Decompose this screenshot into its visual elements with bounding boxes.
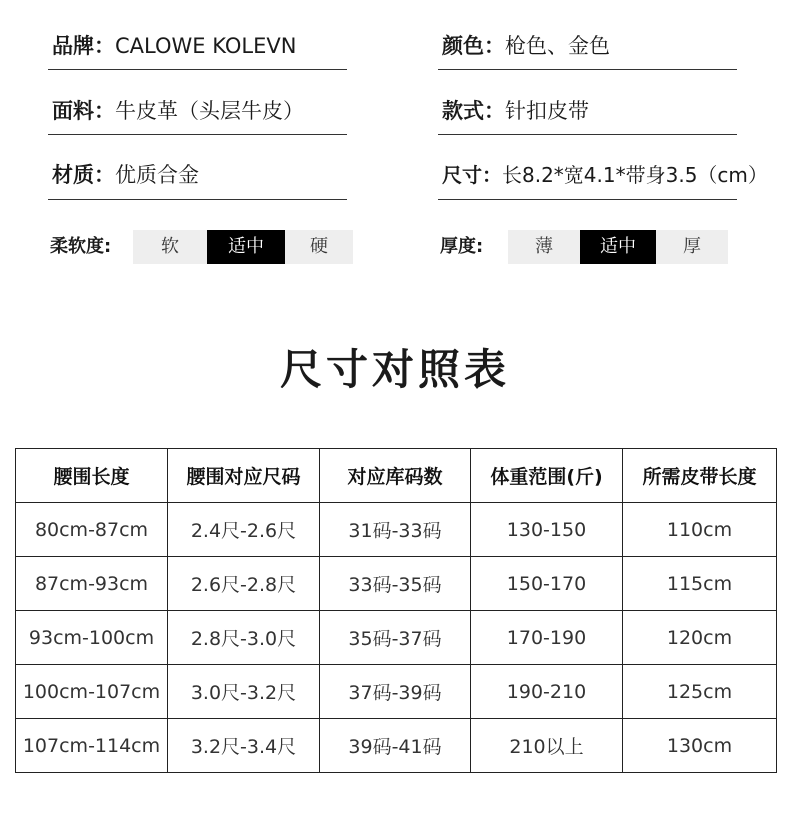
table-cell: 170-190 [471, 611, 623, 665]
table-cell: 33码-35码 [320, 557, 471, 611]
spec-material-face-key: 面料 [52, 99, 94, 123]
spec-colon: ： [94, 99, 115, 123]
spec-brand-value: CALOWE KOLEVN [115, 34, 297, 58]
softness-label: 柔软度: [50, 236, 112, 257]
spec-colon: ： [94, 34, 115, 58]
table-cell: 3.0尺-3.2尺 [168, 665, 320, 719]
spec-material-key: 材质 [52, 163, 94, 187]
table-row [16, 719, 777, 773]
table-cell: 100cm-107cm [16, 665, 168, 719]
table-cell: 210以上 [471, 719, 623, 773]
table-cell: 37码-39码 [320, 665, 471, 719]
table-header-row [16, 449, 777, 503]
thickness-scale [508, 230, 728, 264]
spec-brand-key: 品牌 [52, 34, 94, 58]
thickness-option-thick: 厚 [656, 230, 728, 264]
spec-style-value: 针扣皮带 [505, 99, 589, 123]
table-cell: 3.2尺-3.4尺 [168, 719, 320, 773]
spec-material-face [52, 96, 304, 126]
column-header: 腰围长度 [16, 449, 168, 503]
spec-material [52, 160, 199, 190]
table-cell: 2.8尺-3.0尺 [168, 611, 320, 665]
table-cell: 2.6尺-2.8尺 [168, 557, 320, 611]
spec-colon: ： [484, 34, 505, 58]
table-cell: 39码-41码 [320, 719, 471, 773]
softness-option-medium: 适中 [207, 230, 285, 264]
table-row [16, 665, 777, 719]
spec-material-face-value: 牛皮革（头层牛皮） [115, 99, 304, 123]
table-cell: 150-170 [471, 557, 623, 611]
column-header: 对应库码数 [320, 449, 471, 503]
softness-option-hard: 硬 [285, 230, 353, 264]
softness-option-soft: 软 [133, 230, 207, 264]
table-cell: 190-210 [471, 665, 623, 719]
spec-style [442, 96, 589, 126]
spec-color-key: 颜色 [442, 34, 484, 58]
spec-material-value: 优质合金 [115, 163, 199, 187]
softness-scale [133, 230, 353, 264]
spec-size-key: 尺寸 [442, 163, 482, 187]
spec-colon: ： [482, 163, 502, 187]
table-row [16, 503, 777, 557]
table-cell: 125cm [623, 665, 777, 719]
table-cell: 110cm [623, 503, 777, 557]
divider [438, 199, 737, 200]
table-cell: 2.4尺-2.6尺 [168, 503, 320, 557]
column-header: 体重范围(斤) [471, 449, 623, 503]
column-header: 腰围对应尺码 [168, 449, 320, 503]
table-cell: 35码-37码 [320, 611, 471, 665]
spec-brand [52, 31, 296, 61]
thickness-label: 厚度: [440, 236, 484, 257]
divider [48, 134, 347, 135]
table-cell: 120cm [623, 611, 777, 665]
table-cell: 80cm-87cm [16, 503, 168, 557]
divider [438, 134, 737, 135]
size-chart-table [15, 448, 777, 773]
table-cell: 130cm [623, 719, 777, 773]
spec-color [442, 31, 610, 61]
column-header: 所需皮带长度 [623, 449, 777, 503]
divider [438, 69, 737, 70]
table-cell: 87cm-93cm [16, 557, 168, 611]
table-cell: 107cm-114cm [16, 719, 168, 773]
spec-size-value: 长8.2*宽4.1*带身3.5（cm） [502, 163, 768, 187]
table-cell: 31码-33码 [320, 503, 471, 557]
spec-colon: ： [484, 99, 505, 123]
spec-color-value: 枪色、金色 [505, 34, 610, 58]
divider [48, 199, 347, 200]
table-cell: 130-150 [471, 503, 623, 557]
size-chart-title: 尺寸对照表 [279, 345, 510, 394]
table-cell: 93cm-100cm [16, 611, 168, 665]
divider [48, 69, 347, 70]
thickness-option-medium: 适中 [580, 230, 656, 264]
spec-colon: ： [94, 163, 115, 187]
spec-style-key: 款式 [442, 99, 484, 123]
table-row [16, 611, 777, 665]
table-cell: 115cm [623, 557, 777, 611]
thickness-option-thin: 薄 [508, 230, 580, 264]
table-row [16, 557, 777, 611]
spec-size [442, 160, 768, 190]
